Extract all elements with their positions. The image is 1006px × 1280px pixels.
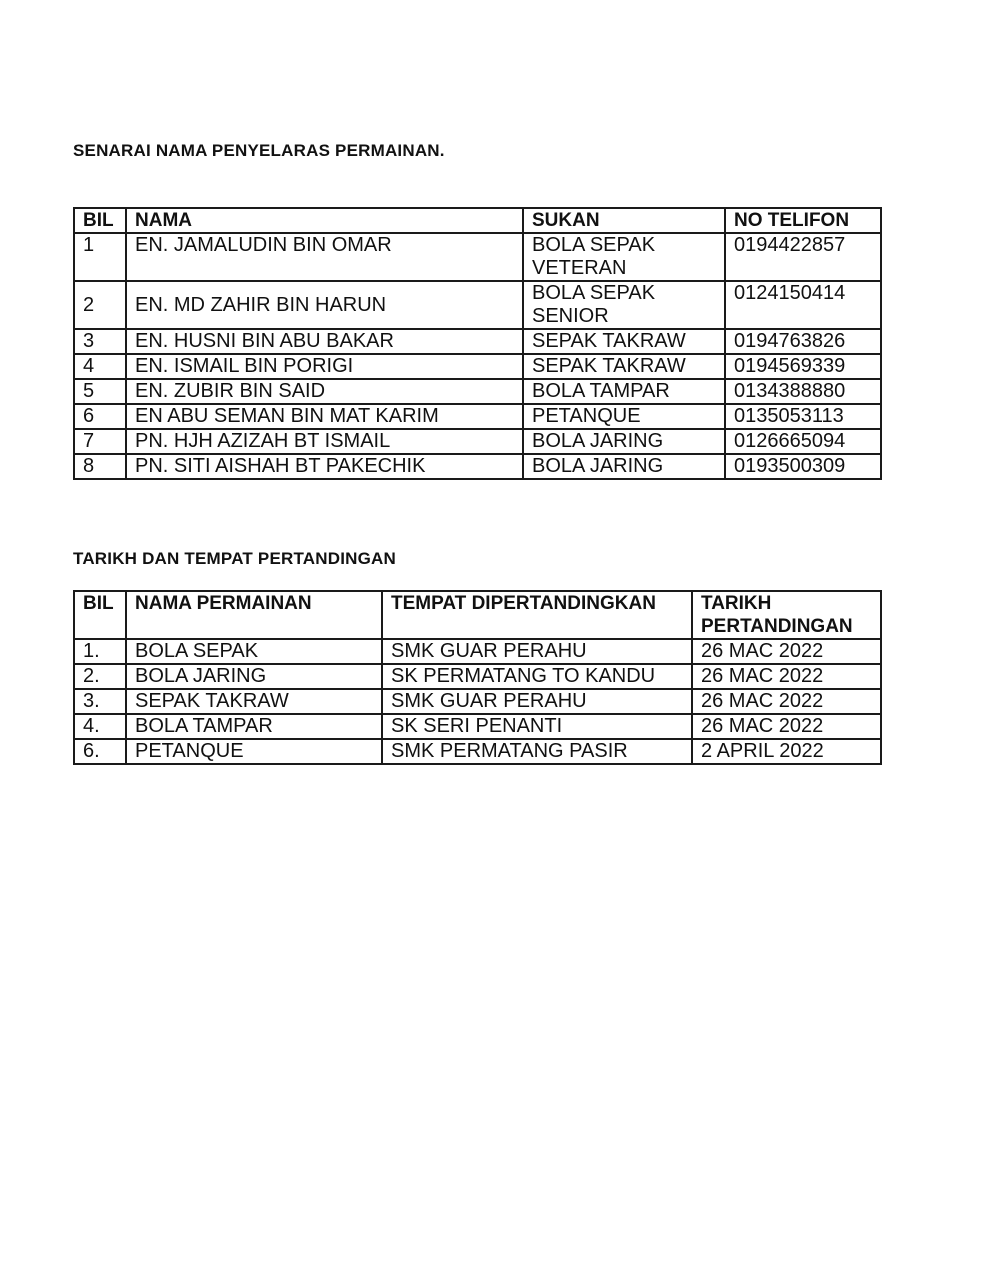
table-row: [74, 404, 881, 429]
cell-tarikh: 26 MAC 2022: [692, 664, 881, 689]
table-row: [74, 354, 881, 379]
header-bil: BIL: [74, 591, 126, 639]
cell-sukan: SEPAK TAKRAW: [523, 329, 725, 354]
cell-telefon: 0134388880: [725, 379, 881, 404]
cell-permainan: BOLA SEPAK: [126, 639, 382, 664]
cell-bil: 2: [74, 281, 126, 329]
table-row: [74, 281, 881, 329]
cell-tempat: SMK PERMATANG PASIR: [382, 739, 692, 764]
cell-sukan: BOLA JARING: [523, 429, 725, 454]
schedule-heading: TARIKH DAN TEMPAT PERTANDINGAN: [73, 549, 396, 568]
cell-nama: EN. MD ZAHIR BIN HARUN: [126, 281, 523, 329]
table-row: [74, 714, 881, 739]
header-bil: BIL: [74, 208, 126, 233]
cell-tarikh: 26 MAC 2022: [692, 689, 881, 714]
table-row: [74, 664, 881, 689]
coordinators-heading: SENARAI NAMA PENYELARAS PERMAINAN.: [73, 141, 445, 160]
cell-sukan: BOLA SEPAK VETERAN: [523, 233, 725, 281]
cell-tarikh: 26 MAC 2022: [692, 714, 881, 739]
table-row: [74, 454, 881, 479]
table-row: [74, 739, 881, 764]
table-row: [74, 233, 881, 281]
cell-nama: EN ABU SEMAN BIN MAT KARIM: [126, 404, 523, 429]
cell-permainan: BOLA JARING: [126, 664, 382, 689]
table-row: [74, 329, 881, 354]
cell-bil: 3: [74, 329, 126, 354]
cell-telefon: 0135053113: [725, 404, 881, 429]
cell-sukan: BOLA JARING: [523, 454, 725, 479]
cell-bil: 6.: [74, 739, 126, 764]
cell-tempat: SK SERI PENANTI: [382, 714, 692, 739]
cell-nama: PN. SITI AISHAH BT PAKECHIK: [126, 454, 523, 479]
cell-tarikh: 2 APRIL 2022: [692, 739, 881, 764]
cell-tempat: SMK GUAR PERAHU: [382, 689, 692, 714]
cell-nama: EN. JAMALUDIN BIN OMAR: [126, 233, 523, 281]
cell-nama: PN. HJH AZIZAH BT ISMAIL: [126, 429, 523, 454]
header-telefon: NO TELIFON: [725, 208, 881, 233]
header-nama-permainan: NAMA PERMAINAN: [126, 591, 382, 639]
cell-bil: 7: [74, 429, 126, 454]
cell-bil: 5: [74, 379, 126, 404]
cell-sukan: BOLA TAMPAR: [523, 379, 725, 404]
cell-sukan: BOLA SEPAK SENIOR: [523, 281, 725, 329]
cell-bil: 6: [74, 404, 126, 429]
table-header-row: [74, 208, 881, 233]
coordinators-table: [73, 207, 882, 480]
cell-telefon: 0194763826: [725, 329, 881, 354]
cell-tarikh: 26 MAC 2022: [692, 639, 881, 664]
cell-tempat: SMK GUAR PERAHU: [382, 639, 692, 664]
cell-bil: 1.: [74, 639, 126, 664]
cell-permainan: PETANQUE: [126, 739, 382, 764]
table-header-row: [74, 591, 881, 639]
table-row: [74, 429, 881, 454]
cell-permainan: BOLA TAMPAR: [126, 714, 382, 739]
cell-bil: 4.: [74, 714, 126, 739]
cell-telefon: 0126665094: [725, 429, 881, 454]
cell-bil: 2.: [74, 664, 126, 689]
cell-bil: 4: [74, 354, 126, 379]
cell-telefon: 0193500309: [725, 454, 881, 479]
cell-telefon: 0124150414: [725, 281, 881, 329]
cell-nama: EN. ISMAIL BIN PORIGI: [126, 354, 523, 379]
table-row: [74, 379, 881, 404]
cell-sukan: SEPAK TAKRAW: [523, 354, 725, 379]
cell-tempat: SK PERMATANG TO KANDU: [382, 664, 692, 689]
header-tempat: TEMPAT DIPERTANDINGKAN: [382, 591, 692, 639]
cell-telefon: 0194422857: [725, 233, 881, 281]
cell-telefon: 0194569339: [725, 354, 881, 379]
table-row: [74, 689, 881, 714]
cell-permainan: SEPAK TAKRAW: [126, 689, 382, 714]
cell-nama: EN. HUSNI BIN ABU BAKAR: [126, 329, 523, 354]
header-tarikh: TARIKH PERTANDINGAN: [692, 591, 881, 639]
header-sukan: SUKAN: [523, 208, 725, 233]
cell-bil: 1: [74, 233, 126, 281]
table-row: [74, 639, 881, 664]
cell-sukan: PETANQUE: [523, 404, 725, 429]
cell-nama: EN. ZUBIR BIN SAID: [126, 379, 523, 404]
header-nama: NAMA: [126, 208, 523, 233]
cell-bil: 3.: [74, 689, 126, 714]
cell-bil: 8: [74, 454, 126, 479]
schedule-table: [73, 590, 882, 765]
